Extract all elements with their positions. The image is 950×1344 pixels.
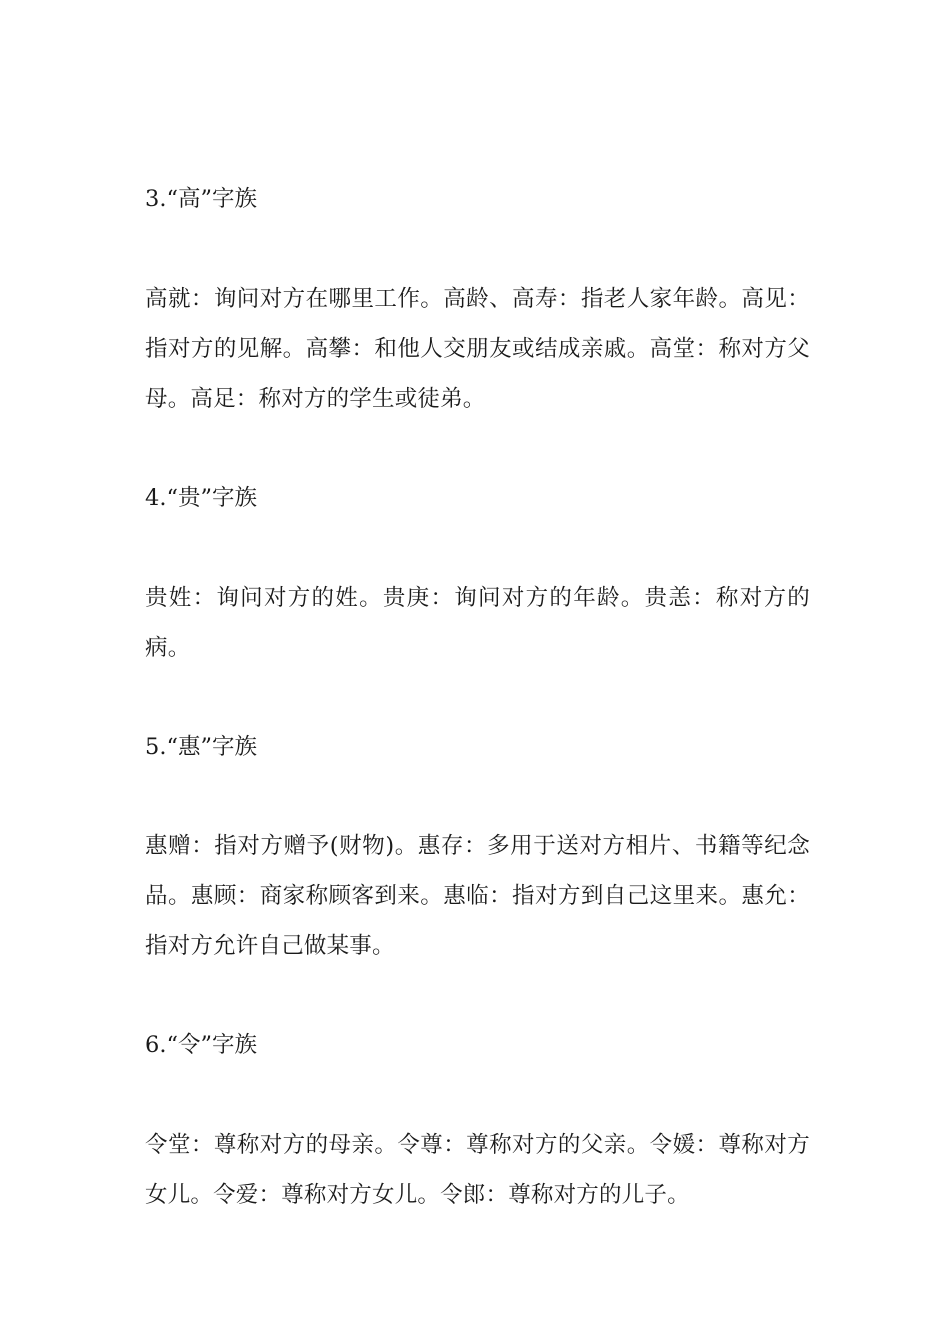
section-body: 令堂：尊称对方的母亲。令尊：尊称对方的父亲。令媛：尊称对方女儿。令爱：尊称对方女儿。令郎：尊称对方的儿子。 [145,1132,810,1208]
section-body: 惠赠：指对方赠予(财物)。惠存：多用于送对方相片、书籍等纪念品。惠顾：商家称顾客到来。惠临：指对方到自己这里来。惠允：指对方允许自己做某事。 [145,833,810,959]
section-body: 高就：询问对方在哪里工作。高龄、高寿：指老人家年龄。高见：指对方的见解。高攀：和他人交朋友或结成亲戚。高堂：称对方父母。高足：称对方的学生或徒弟。 [145,286,810,412]
section-heading: 3.“高”字族 [145,186,257,212]
section-heading: 4.“贵”字族 [145,485,257,511]
section-heading: 5.“惠”字族 [145,734,257,760]
section-heading: 6.“令”字族 [145,1032,257,1058]
section-body: 贵姓：询问对方的姓。贵庚：询问对方的年龄。贵恙：称对方的病。 [145,585,810,661]
